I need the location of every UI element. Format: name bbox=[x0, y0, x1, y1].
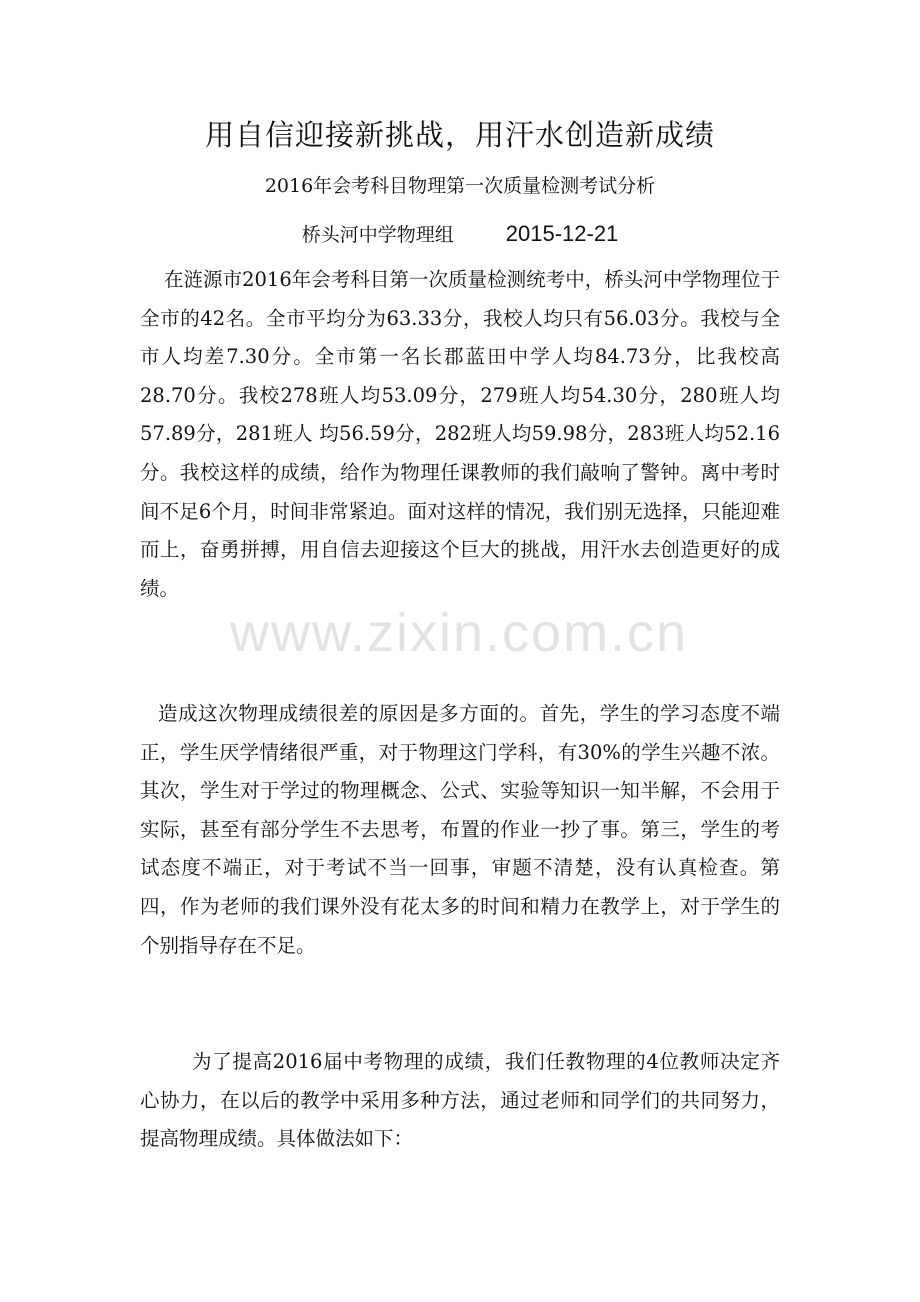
paragraph-reasons: 造成这次物理成绩很差的原因是多方面的。首先，学生的学习态度不端正，学生厌学情绪很严重，对于物理这门学科，有30%的学生兴趣不浓。其次，学生对于学过的物理概念、公式、实验等知识一知半解，不会用于实际，甚至有部分学生不去思考，布置的作业一抄了事。第三，学生的考试态度不端正，对于考试不当一回事，审题不清楚，没有认真检查。第四，作为老师的我们课外没有花太多的时间和精力在教学上，对于学生的个别指导存在不足。 bbox=[140, 702, 780, 957]
paragraph-plan-intro: 为了提高2016届中考物理的成绩，我们任教物理的4位教师决定齐心协力，在以后的教学中采用多种方法，通过老师和同学们的共同努力，提高物理成绩。具体做法如下： bbox=[140, 1050, 780, 1151]
author-name: 桥头河中学物理组 bbox=[301, 224, 454, 246]
paragraph-score-summary: 在涟源市2016年会考科目第一次质量检测统考中，桥头河中学物理位于全市的42名。全市平均分为63.33分，我校人均只有56.03分。我校与全市人均差7.30分。全市第一名长郡蓝田中学人均84.73分，比我校高28.70分。我校278班人均53.09分，279班人均54.30分，280班人均57.89分，281班人 均56.59分，282班人均59.98分，283班人均52.16分。我校这样的成绩，给作为物理任课教师的我们敲响了警钟。离中考时间不足6个月，时间非常紧迫。面对这样的情况，我们别无选择，只能迎难而上，奋勇拼搏，用自信去迎接这个巨大的挑战，用汗水去创造更好的成绩。 bbox=[140, 268, 780, 600]
document-date: 2015-12-21 bbox=[505, 221, 619, 246]
document-subtitle: 2016年会考科目物理第一次质量检测考试分析 bbox=[264, 175, 656, 197]
document-title: 用自信迎接新挑战，用汗水创造新成绩 bbox=[204, 118, 715, 152]
watermark: www.zixin.com.cn bbox=[230, 603, 689, 663]
byline bbox=[0, 217, 920, 252]
